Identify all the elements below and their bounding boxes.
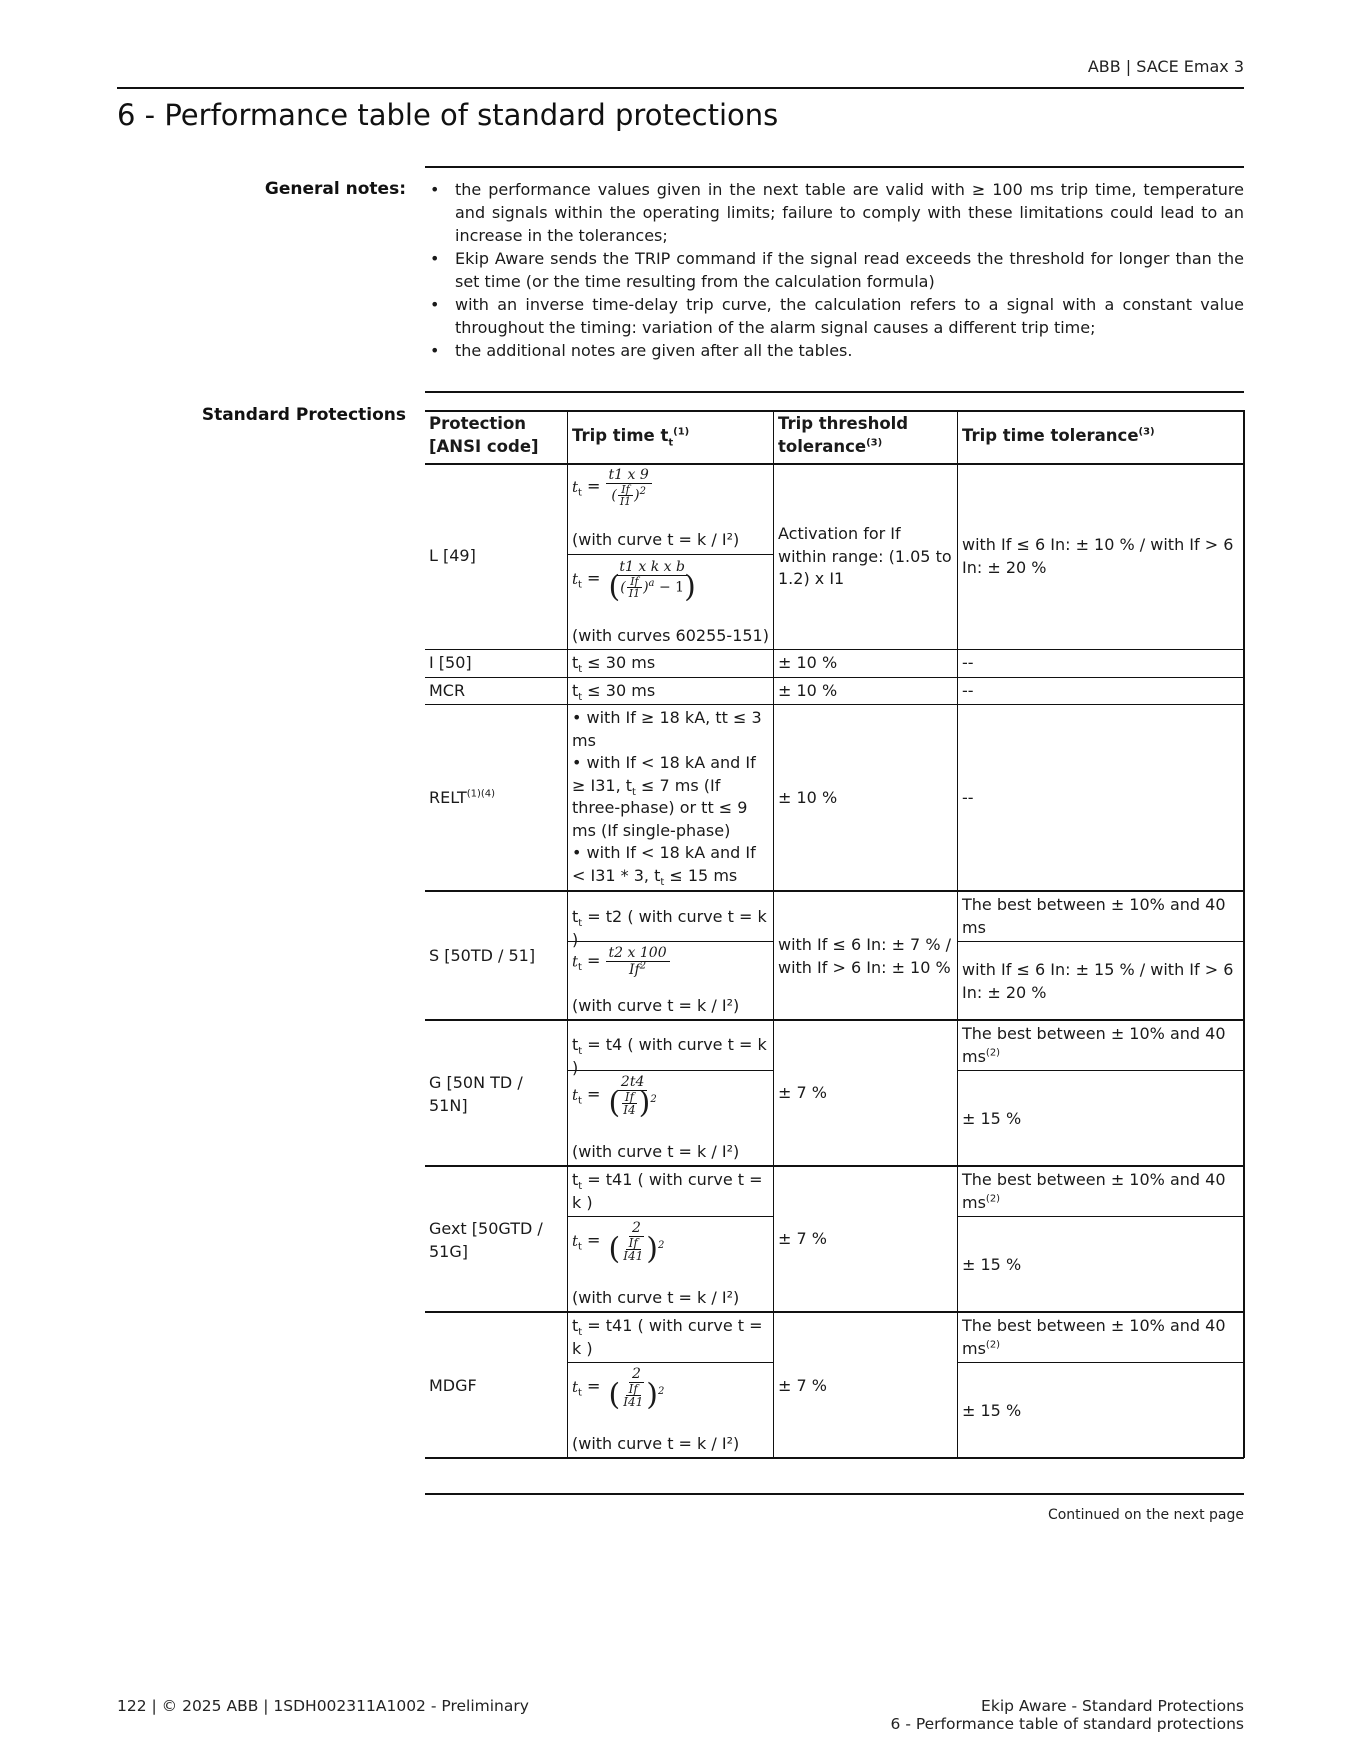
row-divider <box>425 1311 1244 1313</box>
protection-l: L [49] <box>429 546 476 565</box>
row-divider <box>425 649 1244 650</box>
time-tolerance-g-2: ± 15 % <box>962 1109 1022 1128</box>
cell-divider <box>957 1362 1244 1363</box>
time-tolerance-s-1: The best between ± 10% and 40 ms <box>962 895 1226 937</box>
note-s: (with curve t = k / I²) <box>572 996 740 1015</box>
time-tolerance-gext-2: ± 15 % <box>962 1255 1022 1274</box>
cell-divider <box>567 554 774 555</box>
formula-g: $t_t$ = 2t4 ( $\frac{If}{I4}$ )$^2$ <box>572 1074 657 1121</box>
trip-time-mcr: $t_t \le 30$ ms <box>572 681 656 704</box>
formula-l-iec: $t_t$ = t1 x 9 ( $\frac{If}{I1}$ )$^2$ <box>568 466 773 518</box>
table-border-bottom <box>425 1457 1244 1459</box>
formula-gext: $t_t$ = 2 ( $\frac{If}{I41}$ )$^2$ <box>572 1220 665 1267</box>
time-tolerance-l: with If ≤ 6 In: ± 10 % / with If > 6 In: ± 20 % <box>962 535 1234 577</box>
threshold-s: with If ≤ 6 In: ± 7 % / with If > 6 In: ± 10 % <box>778 935 951 977</box>
page-title: 6 - Performance table of standard protections <box>117 98 779 132</box>
threshold-relt: ± 10 % <box>778 788 838 807</box>
threshold-mcr: ± 10 % <box>778 681 838 700</box>
header-time-tolerance: Trip time tolerance$^{(3)}$ <box>962 426 1155 445</box>
cell-divider <box>567 1362 774 1363</box>
general-notes-label: General notes: <box>264 179 406 199</box>
row-divider <box>425 890 1244 892</box>
cell-divider <box>567 1216 774 1217</box>
table-header-divider <box>425 463 1244 465</box>
time-tolerance-mcr: -- <box>962 681 974 700</box>
note-l-1: (with curve t = k / I²) <box>572 530 740 549</box>
row-divider <box>425 1019 1244 1021</box>
table-border-right <box>1243 410 1245 1458</box>
formula-l-60255: $t_t$ = t1 x k x b (( $\frac{If}{I1}$ )$^a$ − 1) <box>572 559 696 605</box>
formula-mdgf: $t_t$ = 2 ( $\frac{If}{I41}$ )$^2$ <box>572 1366 665 1413</box>
header-threshold: Trip threshold tolerance$^{(3)}$ <box>778 414 909 456</box>
threshold-i: ± 10 % <box>778 653 838 672</box>
time-tolerance-g-1: The best between ± 10% and 40 $ms^{(2)}$ <box>962 1024 1226 1066</box>
protection-mcr: MCR <box>429 681 466 700</box>
header-trip-time: Trip time $t_t^{(1)}$ <box>572 426 690 449</box>
threshold-l: Activation for If within range: (1.05 to 1.2) x I1 <box>778 524 952 588</box>
trip-time-g-k: $t_t = t4$ ( with curve t = k ) <box>572 1035 767 1077</box>
formula-s: $t_t$ = $\frac{t2 x 100}{If^2}$ <box>568 944 773 990</box>
footer-section-info: Ekip Aware - Standard Protections 6 - Performance table of standard protections <box>890 1697 1244 1733</box>
trip-time-relt: • with If ≥ 18 kA, tt ≤ 3 ms • with If < 18 kA and If ≥ I31, $t_t \le 7$ ms (If three-phase) or tt ≤ 9 ms (If single-phase) • with If < 18 kA and If < I31 * 3, $t_t \le 15$ ms <box>572 708 762 888</box>
time-tolerance-relt: -- <box>962 788 974 807</box>
note-l-2: (with curves 60255-151) <box>572 626 769 645</box>
threshold-gext: ± 7 % <box>778 1229 827 1248</box>
protection-gext: Gext [50GTD / 51G] <box>429 1219 543 1261</box>
trip-time-i: $t_t \le 30$ ms <box>572 653 656 676</box>
header-brand: ABB | SACE Emax 3 <box>1087 57 1244 76</box>
cell-divider <box>957 1216 1244 1217</box>
time-tolerance-mdgf-2: ± 15 % <box>962 1401 1022 1420</box>
time-tolerance-mdgf-1: The best between ± 10% and 40 $ms^{(2)}$ <box>962 1316 1226 1358</box>
standard-protections-label: Standard Protections <box>201 405 406 425</box>
footer-page-info: 122 | © 2025 ABB | 1SDH002311A1002 - Preliminary <box>117 1697 529 1715</box>
row-divider <box>425 704 1244 705</box>
protection-s: S [50TD / 51] <box>429 946 536 965</box>
note-item: • the additional notes are given after all the tables. <box>425 339 1244 362</box>
note-gext: (with curve t = k / I²) <box>572 1288 740 1307</box>
trip-time-gext-k: $t_t = t41$ ( with curve t = k ) <box>572 1170 763 1212</box>
note-g: (with curve t = k / I²) <box>572 1142 740 1161</box>
cell-divider <box>957 1070 1244 1071</box>
time-tolerance-i: -- <box>962 653 974 672</box>
row-divider <box>425 1165 1244 1167</box>
note-item: • with an inverse time-delay trip curve, the calculation refers to a signal with a constant value throughout the timing: variation of the alarm signal causes a different trip time; <box>425 293 1244 339</box>
threshold-mdgf: ± 7 % <box>778 1376 827 1395</box>
note-item: • the performance values given in the next table are valid with ≥ 100 ms trip time, temperature and signals within the operating limits; failure to comply with these limitations could lead to an increase in the tolerances; <box>425 178 1244 247</box>
protection-g: G [50N TD / 51N] <box>429 1073 523 1115</box>
cell-divider <box>957 941 1244 942</box>
time-tolerance-s-2: with If ≤ 6 In: ± 15 % / with If > 6 In: ± 20 % <box>962 960 1234 1002</box>
header-protection: Protection [ANSI code] <box>429 414 539 456</box>
trip-time-s-k: $t_t = t2$ ( with curve t = k ) <box>572 907 767 949</box>
protection-i: I [50] <box>429 653 472 672</box>
protection-relt: $RELT^{(1)(4)}$ <box>429 788 496 807</box>
protection-mdgf: MDGF <box>429 1376 477 1395</box>
row-divider <box>425 677 1244 678</box>
time-tolerance-gext-1: The best between ± 10% and 40 $ms^{(2)}$ <box>962 1170 1226 1212</box>
threshold-g: ± 7 % <box>778 1083 827 1102</box>
continued-rule <box>425 1493 1244 1495</box>
note-mdgf: (with curve t = k / I²) <box>572 1434 740 1453</box>
continued-note: Continued on the next page <box>1047 1507 1244 1523</box>
trip-time-mdgf-k: $t_t = t41$ ( with curve t = k ) <box>572 1316 763 1358</box>
note-item: • Ekip Aware sends the TRIP command if the signal read exceeds the threshold for longer than the set time (or the time resulting from the calculation formula) <box>425 247 1244 293</box>
